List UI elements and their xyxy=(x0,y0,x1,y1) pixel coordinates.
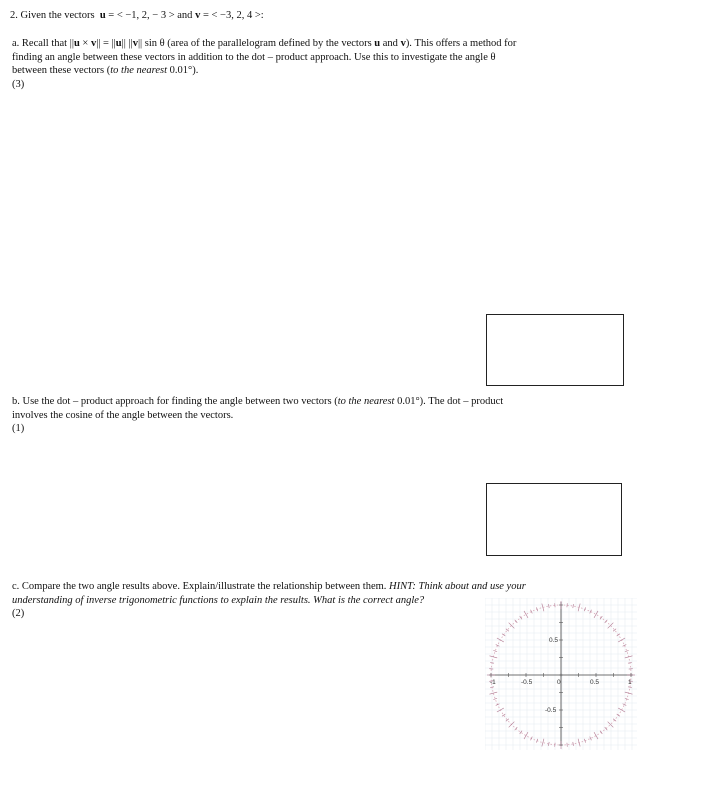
part-c-hint: HINT: Think about and use your xyxy=(389,581,526,592)
y-tick-neg-0-5: -0.5 xyxy=(545,707,557,714)
vector-v-value: = < −3, 2, 4 >: xyxy=(202,10,264,21)
part-c-line-2: understanding of inverse trigonometric functions to explain the results. What is the correct angle? xyxy=(12,594,425,606)
question-intro: 2. Given the vectors xyxy=(10,10,95,21)
part-c-line-1: c. Compare the two angle results above. Explain/illustrate the relationship between them. HINT: Think about and use your xyxy=(12,581,526,592)
part-a-line-3: between these vectors (to the nearest 0.01°). xyxy=(12,65,199,76)
part-b-points: (1) xyxy=(12,423,25,434)
answer-box-b[interactable] xyxy=(486,483,622,556)
vector-u-value: = < −1, 2, − 3 > xyxy=(108,10,175,21)
y-tick-0-5: 0.5 xyxy=(549,637,559,644)
x-tick-0: 0 xyxy=(557,679,561,686)
part-a-text xyxy=(12,37,612,91)
part-a-points: (3) xyxy=(12,78,25,90)
and-word: and xyxy=(177,10,193,21)
question-header xyxy=(10,9,264,23)
x-tick-neg-0-5: -0.5 xyxy=(521,679,533,686)
vector-u-symbol: u xyxy=(99,10,106,21)
unit-circle-graph xyxy=(485,598,637,750)
x-tick-0-5: 0.5 xyxy=(590,679,600,686)
part-b-line-2: involves the cosine of the angle between the vectors. xyxy=(12,409,234,421)
part-a-line-1: a. Recall that ||u × v|| = ||u|| ||v|| sin θ (area of the parallelogram defined by the vectors u and v). This offers a method for xyxy=(12,38,517,49)
part-c-points: (2) xyxy=(12,608,25,619)
part-b-text xyxy=(12,395,612,436)
x-tick-1: 1 xyxy=(628,679,632,686)
x-tick-neg-1: -1 xyxy=(490,679,496,686)
part-a-line-2: finding an angle between these vectors in addition to the dot – product approach. Use this to investigate the angle θ xyxy=(12,51,496,63)
vector-v-symbol: v xyxy=(195,10,201,21)
answer-box-a[interactable] xyxy=(486,314,624,386)
part-b-line-1: b. Use the dot – product approach for finding the angle between two vectors (to the nearest 0.01°). The dot – product xyxy=(12,396,504,407)
